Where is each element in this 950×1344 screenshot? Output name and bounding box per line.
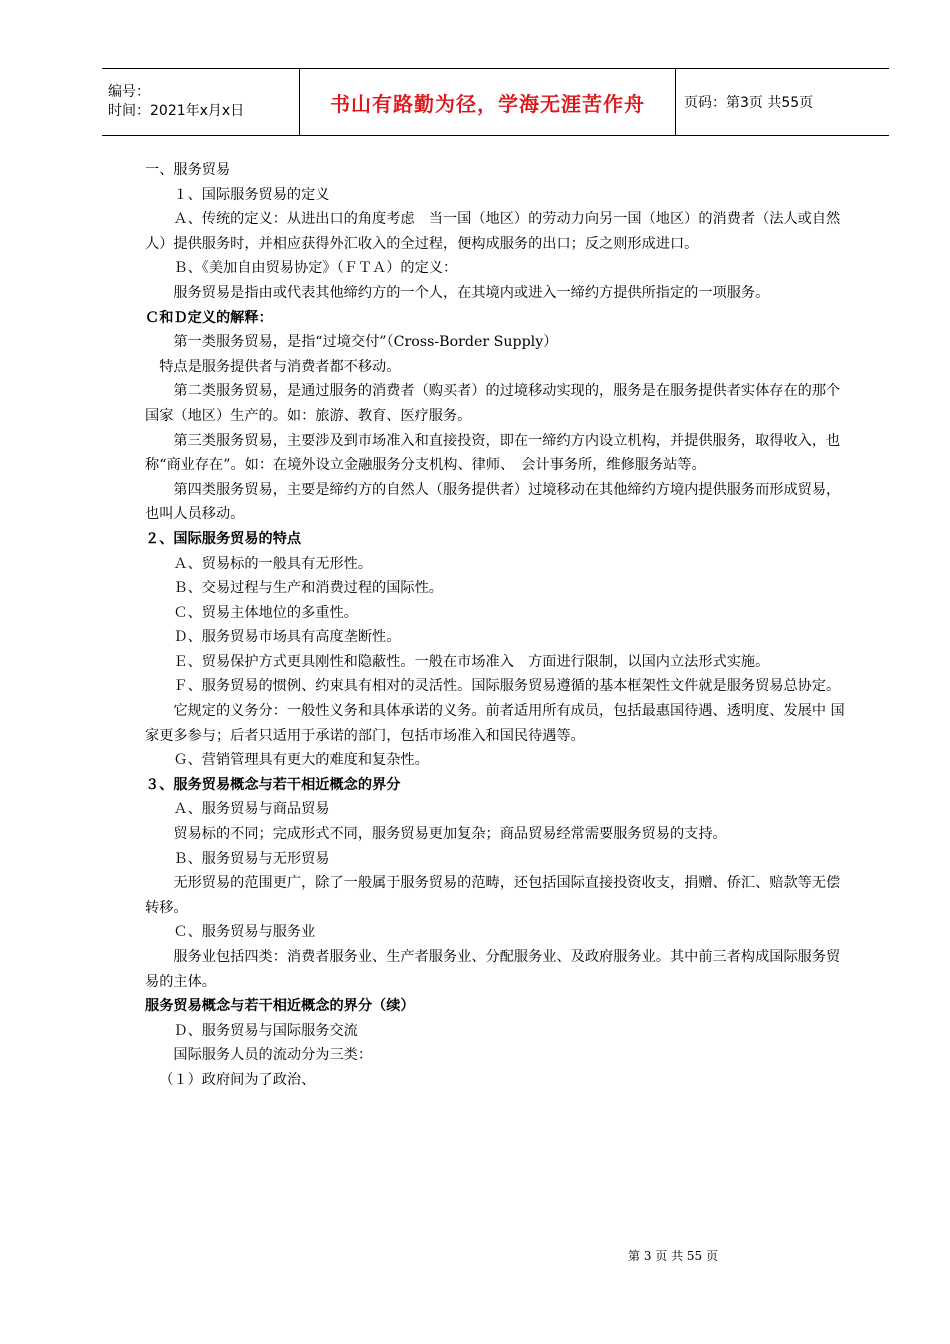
list-item: Ｆ、服务贸易的惯例、约束具有相对的灵活性。国际服务贸易遵循的基本框架性文件就是服务贸易总协定。 (173, 678, 841, 695)
list-item: Ｃ、服务贸易与服务业 (173, 924, 316, 941)
paragraph: 特点是服务提供者与消费者都不移动。 (159, 358, 401, 375)
subheading: １、国际服务贸易的定义 (173, 186, 330, 203)
header-page-cell (676, 69, 889, 135)
paragraph: Ｂ、《美加自由贸易协定》（ＦＴＡ）的定义： (173, 260, 458, 277)
bold-heading: 服务贸易概念与若干相近概念的界分（续） (145, 998, 415, 1015)
page-header (102, 68, 889, 136)
paragraph: 国际服务人员的流动分为三类： (173, 1047, 373, 1064)
list-item: Ｄ、服务贸易市场具有高度垄断性。 (173, 629, 401, 646)
section-heading: 一、服务贸易 (145, 162, 231, 178)
paragraph: 第一类服务贸易，是指“过境交付”（Cross-Border Supply） (173, 334, 558, 351)
paragraph: 第二类服务贸易，是通过服务的消费者（购买者）的过境移动实现的，服务是在服务提供者实体存在的那个国家（地区）生产的。如：旅游、教育、医疗服务。 (145, 383, 841, 424)
paragraph: 服务贸易是指由或代表其他缔约方的一个人，在其境内或进入一缔约方提供所指定的一项服务。 (173, 284, 770, 301)
header-meta (102, 69, 300, 135)
list-item: Ｅ、贸易保护方式更具刚性和隐蔽性。一般在市场准入 方面进行限制，以国内立法形式实施。 (173, 653, 770, 670)
list-item: Ｂ、交易过程与生产和消费过程的国际性。 (173, 580, 443, 597)
bold-heading: Ｃ和Ｄ定义的解释： (145, 309, 273, 326)
paragraph: （１）政府间为了政治、 (159, 1071, 316, 1088)
document-body (145, 158, 851, 1093)
paragraph: Ａ、传统的定义：从进出口的角度考虑 当一国（地区）的劳动力向另一国（地区）的消费者（法人或自然人）提供服务时，并相应获得外汇收入的全过程，便构成服务的出口；反之则形成进口。 (145, 211, 841, 252)
paragraph: 服务业包括四类：消费者服务业、生产者服务业、分配服务业、及政府服务业。其中前三者构成国际服务贸易的主体。 (145, 949, 841, 990)
list-item: Ａ、贸易标的一般具有无形性。 (173, 555, 373, 572)
paragraph: 第三类服务贸易，主要涉及到市场准入和直接投资，即在一缔约方内设立机构，并提供服务，取得收入，也称“商业存在”。如：在境外设立金融服务分支机构、律师、 会计事务所，维修服务站等。 (145, 432, 841, 474)
header-motto-cell (300, 69, 676, 135)
paragraph: 第四类服务贸易，主要是缔约方的自然人（服务提供者）过境移动在其他缔约方境内提供服务而形成贸易，也叫人员移动。 (145, 481, 841, 523)
list-item: Ｇ、营销管理具有更大的难度和复杂性。 (173, 752, 429, 769)
list-item: Ｃ、贸易主体地位的多重性。 (173, 604, 358, 621)
list-item: Ａ、服务贸易与商品贸易 (173, 801, 330, 818)
bold-heading: ２、国际服务贸易的特点 (145, 530, 302, 547)
list-item: Ｂ、服务贸易与无形贸易 (173, 850, 330, 867)
motto: 书山有路勤为径，学海无涯苦作舟 (330, 91, 645, 116)
paragraph: 它规定的义务分：一般性义务和具体承诺的义务。前者适用所有成员，包括最惠国待遇、透明度、发展中 国家更多参与；后者只适用于承诺的部门，包括市场准入和国民待遇等。 (145, 703, 845, 744)
paragraph: 贸易标的不同；完成形式不同，服务贸易更加复杂；商品贸易经常需要服务贸易的支持。 (173, 826, 727, 843)
page-label: 页码：第3页 共55页 (684, 95, 814, 111)
list-item: Ｄ、服务贸易与国际服务交流 (173, 1022, 358, 1039)
page-footer: 第 3 页 共 55 页 (628, 1249, 718, 1263)
serial-label: 编号： (108, 84, 150, 100)
bold-heading: ３、服务贸易概念与若干相近概念的界分 (145, 776, 401, 793)
paragraph: 无形贸易的范围更广，除了一般属于服务贸易的范畴，还包括国际直接投资收支，捐赠、侨汇、赔款等无偿转移。 (145, 875, 841, 916)
time-label: 时间：2021年x月x日 (108, 103, 245, 119)
